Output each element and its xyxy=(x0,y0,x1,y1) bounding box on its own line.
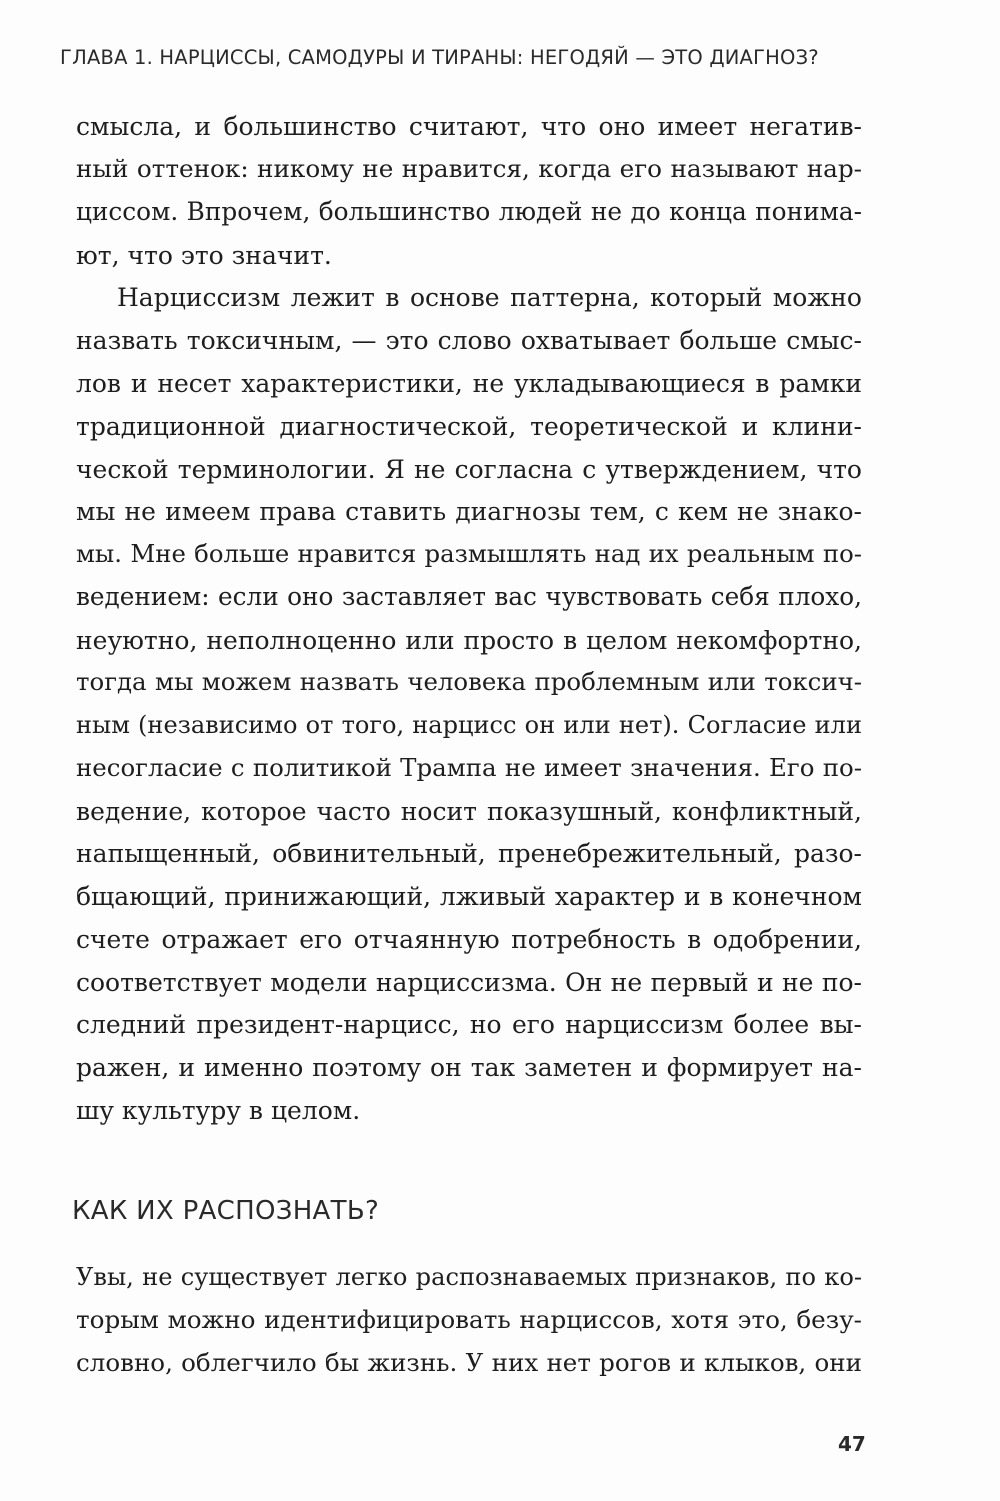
text-line: мы не имеем права ставить диагнозы тем, с кем не знако- xyxy=(76,497,862,526)
text-line: ют, что это значит. xyxy=(76,241,332,270)
text-line: словно, облегчило бы жизнь. У них нет рогов и клыков, они xyxy=(76,1348,862,1377)
text-line: торым можно идентифицировать нарциссов, хотя это, безу- xyxy=(76,1305,862,1334)
text-line: следний президент-нарцисс, но его нарциссизм более вы- xyxy=(76,1010,862,1039)
text-line: циссом. Впрочем, большинство людей не до конца понима- xyxy=(76,197,862,226)
text-line: Увы, не существует легко распознаваемых признаков, по ко- xyxy=(76,1263,862,1291)
text-line: Нарциссизм лежит в основе паттерна, который можно xyxy=(117,283,862,312)
text-line: шу культуру в целом. xyxy=(76,1096,361,1125)
text-line: несогласие с политикой Трампа не имеет значения. Его по- xyxy=(76,753,862,782)
text-line: ражен, и именно поэтому он так заметен и формирует на- xyxy=(76,1053,862,1082)
text-line: ческой терминологии. Я не согласна с утверждением, что xyxy=(76,455,862,484)
text-line: лов и несет характеристики, не укладывающиеся в рамки xyxy=(76,369,862,398)
text-line: ным (независимо от того, нарцисс он или нет). Согласие или xyxy=(76,711,862,739)
text-line: назвать токсичным, — это слово охватывает больше смыс- xyxy=(76,326,862,355)
text-line: смысла, и большинство считают, что оно имеет негатив- xyxy=(76,112,862,141)
text-line: ведением: если оно заставляет вас чувствовать себя плохо, xyxy=(76,582,862,611)
text-line: мы. Мне больше нравится размышлять над их реальным по- xyxy=(76,539,862,568)
text-line: ный оттенок: никому не нравится, когда его называют нар- xyxy=(76,154,862,183)
text-line: традиционной диагностической, теоретической и клини- xyxy=(76,412,862,441)
text-line: напыщенный, обвинительный, пренебрежительный, разо- xyxy=(76,839,862,868)
running-head: ГЛАВА 1. НАРЦИССЫ, САМОДУРЫ И ТИРАНЫ: НЕГОДЯЙ — ЭТО ДИАГНОЗ? xyxy=(60,46,819,69)
text-line: ведение, которое часто носит показушный, конфликтный, xyxy=(76,797,862,826)
text-line: бщающий, принижающий, лживый характер и в конечном xyxy=(76,882,862,911)
page-number: 47 xyxy=(838,1432,866,1456)
text-line: соответствует модели нарциссизма. Он не первый и не по- xyxy=(76,968,862,997)
text-line: счете отражает его отчаянную потребность в одобрении, xyxy=(76,925,862,954)
text-line: неуютно, неполноценно или просто в целом некомфортно, xyxy=(76,626,862,655)
text-line: тогда мы можем назвать человека проблемным или токсич- xyxy=(76,667,862,696)
section-heading: КАК ИХ РАСПОЗНАТЬ? xyxy=(72,1196,380,1226)
